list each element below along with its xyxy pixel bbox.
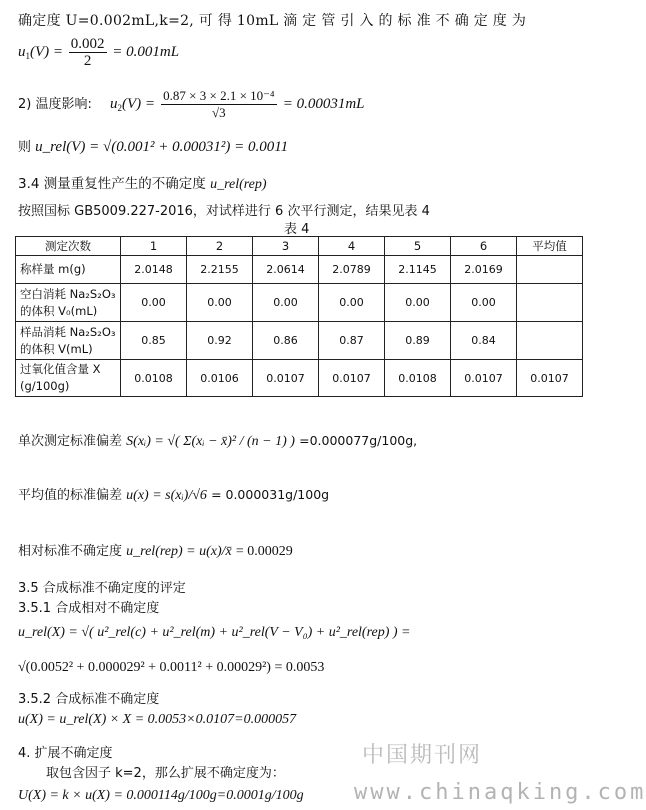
table-cell: 0.0108 [121, 360, 187, 397]
table-cell [517, 256, 583, 284]
results-table [15, 236, 583, 397]
table-cell: 2.0614 [253, 256, 319, 284]
equation-ux: u(X) = u_rel(X) × X = 0.0053×0.0107=0.000057 [18, 712, 297, 727]
table-cell: 2.0148 [121, 256, 187, 284]
table-cell: 0.00 [253, 284, 319, 322]
table-row [16, 360, 583, 397]
mean-sd-line [18, 484, 329, 504]
equation-u1: $u_1(V)$ = $\frac{0.002}{2}$ = 0.001mL [18, 36, 180, 69]
table-cell: 0.0108 [385, 360, 451, 397]
rel-result: = 0.00029 [235, 544, 293, 559]
table-header: 测定次数 [16, 237, 121, 256]
table-cell: 0.00 [121, 284, 187, 322]
table-cell: 0.0107 [319, 360, 385, 397]
u2-result: = 0.00031mL [282, 96, 365, 112]
table-header: 3 [253, 237, 319, 256]
table-cell: 0.84 [451, 322, 517, 360]
u2-numerator: 0.87 × 3 × 2.1 × 10⁻⁴ [163, 88, 275, 103]
equation-expanded-uncertainty: U(X) = k × u(X) = 0.000114g/100g=0.0001g/100g [18, 788, 304, 803]
u2-denominator: √3 [212, 105, 226, 120]
temperature-label: 2) 温度影响: [18, 97, 92, 112]
rel-formula: u_rel(rep) = u(x)/x̄ [126, 544, 232, 559]
row-label: 过氧化值含量 X (g/100g) [16, 360, 121, 397]
table-cell: 2.1145 [385, 256, 451, 284]
temperature-line: 2) 温度影响: $u_2(V)$ = $\frac{\text{0.87 × 3 × 2.1 × 10⁻⁴}}{√3}$ = 0.00031mL [18, 88, 365, 120]
mean-sd-formula: u(x) = s(xᵢ)/√6 [126, 488, 207, 503]
table-cell [517, 284, 583, 322]
watermark-url: www.chinaqking.com [354, 780, 646, 805]
table-cell: 0.0107 [253, 360, 319, 397]
section-3-4-title: 3.4 测量重复性产生的不确定度 [18, 176, 206, 192]
urel-v-text: u_rel(V) = √(0.001² + 0.00031²) = 0.0011 [35, 139, 289, 155]
urel-v-lead: 则 [18, 140, 32, 155]
section-4-text: 取包含因子 k=2，那么扩展不确定度为： [46, 766, 285, 781]
table-cell: 0.00 [451, 284, 517, 322]
standard-line: 按照国标 GB5009.227-2016，对试样进行 6 次平行测定，结果见表 4 [18, 204, 430, 219]
table-row [16, 284, 583, 322]
watermark-site-name: 中国期刊网 [362, 743, 483, 768]
table-cell: 0.00 [187, 284, 253, 322]
table-cell: 2.0169 [451, 256, 517, 284]
table-cell: 0.92 [187, 322, 253, 360]
section-3-4 [18, 172, 267, 193]
table-row [16, 322, 583, 360]
table-cell: 0.85 [121, 322, 187, 360]
sd-formula: S(xᵢ) = √( Σ(xᵢ − x̄)² / (n − 1) ) [126, 434, 295, 449]
table-cell: 0.00 [319, 284, 385, 322]
mean-sd-label: 平均值的标准偏差 [18, 488, 123, 503]
rel-line [18, 540, 293, 560]
sd-result: =0.000077g/100g, [299, 433, 418, 448]
table-header: 1 [121, 237, 187, 256]
u1-result: = 0.001mL [112, 43, 180, 60]
table-cell: 0.00 [385, 284, 451, 322]
table-cell: 2.0789 [319, 256, 385, 284]
row-label: 样品消耗 Na₂S₂O₃ 的体积 V(mL) [16, 322, 121, 360]
u1-denominator: 2 [83, 53, 92, 69]
section-3-5: 3.5 合成标准不确定度的评定 [18, 581, 186, 596]
table-cell: 0.0106 [187, 360, 253, 397]
equation-urel-v [18, 136, 288, 156]
table-cell [517, 322, 583, 360]
table-cell: 0.89 [385, 322, 451, 360]
section-3-5-1: 3.5.1 合成相对不确定度 [18, 601, 160, 616]
table-header: 4 [319, 237, 385, 256]
rel-label: 相对标准不确定度 [18, 544, 123, 559]
table-cell: 2.2155 [187, 256, 253, 284]
table-header: 5 [385, 237, 451, 256]
sd-line [18, 430, 417, 450]
table-caption: 表 4 [284, 222, 310, 237]
table-header-row [16, 237, 583, 256]
table-cell: 0.86 [253, 322, 319, 360]
section-3-4-symbol: u_rel(rep) [210, 177, 267, 192]
row-label: 空白消耗 Na₂S₂O₃ 的体积 V₀(mL) [16, 284, 121, 322]
intro-line: 确定度 U=0.002mL,k=2, 可 得 10mL 滴 定 管 引 入 的 标 准 不 确 定 度 为 [18, 13, 527, 29]
sd-label: 单次测定标准偏差 [18, 434, 123, 449]
table-header: 平均值 [517, 237, 583, 256]
section-4: 4. 扩展不确定度 [18, 746, 113, 761]
section-3-5-2: 3.5.2 合成标准不确定度 [18, 692, 160, 707]
table-cell: 0.0107 [451, 360, 517, 397]
table-cell: 0.0107 [517, 360, 583, 397]
row-label: 称样量 m(g) [16, 256, 121, 284]
table-cell: 0.87 [319, 322, 385, 360]
mean-sd-result: = 0.000031g/100g [211, 487, 330, 502]
table-header: 2 [187, 237, 253, 256]
table-header: 6 [451, 237, 517, 256]
u1-numerator: 0.002 [70, 36, 105, 52]
equation-combined-numeric: √(0.0052² + 0.000029² + 0.0011² + 0.00029²) = 0.0053 [18, 660, 325, 675]
equation-combined: u_rel(X) = √( u²_rel(c) + u²_rel(m) + u²_rel(V − V₀) + u²_rel(rep) ) = [18, 625, 411, 640]
table-row [16, 256, 583, 284]
